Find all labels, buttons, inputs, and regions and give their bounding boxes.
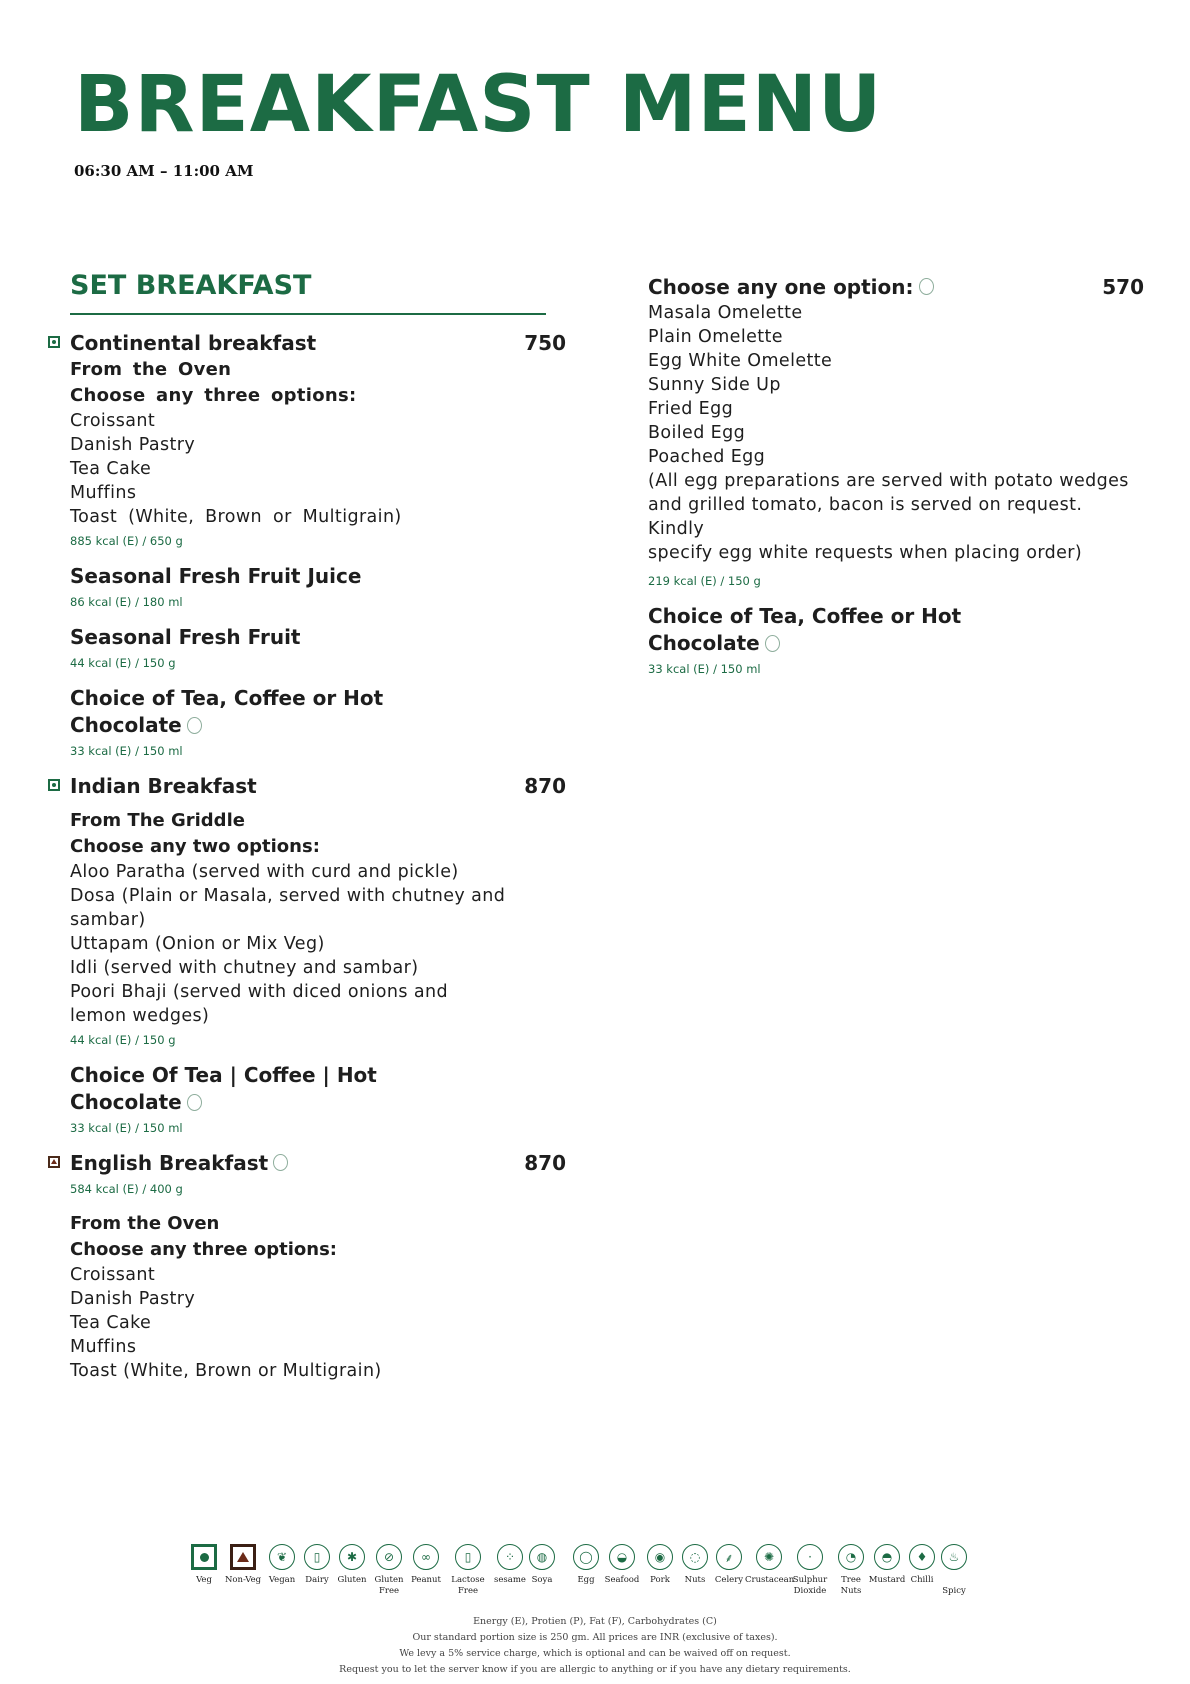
nutrition-info: 44 kcal (E) / 150 g — [70, 1033, 176, 1047]
option-item: Uttapam (Onion or Mix Veg) — [70, 934, 325, 954]
drinks-name-cont — [648, 630, 1138, 657]
option-item: Tea Cake — [70, 459, 152, 479]
option-item: Croissant — [70, 1265, 156, 1285]
dairy-icon — [765, 635, 780, 652]
option-item: Danish Pastry — [70, 435, 196, 455]
legend-label-line: Lactose — [451, 1575, 485, 1585]
pig-icon: ◉ — [647, 1544, 673, 1570]
continental-subheading: From the Oven — [70, 359, 232, 380]
option-item: Aloo Paratha (served with curd and pickle) — [70, 862, 459, 882]
option-item: Toast (White, Brown or Multigrain) — [70, 1361, 382, 1381]
nonveg-marker-icon — [48, 1156, 60, 1168]
legend-label: Mustard — [868, 1575, 906, 1585]
english-choose: Choose any three options: — [70, 1239, 338, 1260]
menu-title: BREAKFAST MENU — [74, 60, 883, 150]
option-item: Tea Cake — [70, 1313, 152, 1333]
egg-note: specify egg white requests when placing order) — [648, 543, 1083, 563]
legend-label: Veg — [196, 1575, 212, 1585]
english-header — [70, 1150, 566, 1177]
vegan-leaf-icon: ❦ — [269, 1544, 295, 1570]
option-item: Poori Bhaji (served with diced onions and — [70, 982, 448, 1002]
egg-icon: ◯ — [573, 1544, 599, 1570]
drinks-name-word: Chocolate — [70, 1090, 182, 1114]
footer-line: Energy (E), Protien (P), Fat (F), Carbohydrates (C) — [473, 1616, 717, 1627]
footer-line: We levy a 5% service charge, which is optional and can be waived off on request. — [399, 1648, 791, 1659]
legend-label: Egg — [577, 1575, 595, 1585]
drinks-name-cont — [70, 1089, 560, 1116]
legend-label: Nuts — [684, 1575, 706, 1585]
nonveg-square-icon — [230, 1544, 256, 1570]
legend-label-line: Spicy — [942, 1586, 966, 1596]
english-subheading: From the Oven — [70, 1213, 220, 1234]
nutrition-info: 33 kcal (E) / 150 ml — [70, 1121, 183, 1135]
drinks-name-word: Chocolate — [648, 631, 760, 655]
english-price: 870 — [524, 1151, 566, 1175]
drinks-name-cont — [70, 712, 560, 739]
egg-icon — [273, 1154, 288, 1171]
egg-options-header — [648, 274, 1144, 301]
veg-marker-icon — [48, 336, 60, 348]
english-name: English Breakfast — [70, 1151, 269, 1175]
spicy-icon: ♨ — [941, 1544, 967, 1570]
legend-label: Crustacean — [745, 1575, 795, 1585]
continental-price: 750 — [524, 331, 566, 355]
dairy-bottle-icon: ▯ — [304, 1544, 330, 1570]
continental-name: Continental breakfast — [70, 331, 317, 355]
legend-label — [444, 1575, 492, 1597]
tree-nut-icon: ◔ — [838, 1544, 864, 1570]
drinks-name-word: Chocolate — [70, 713, 182, 737]
soya-icon: ◍ — [529, 1544, 555, 1570]
legend-label-line: Nuts — [840, 1586, 862, 1596]
legend-label: Non-Veg — [224, 1575, 262, 1585]
chilli-icon: ♦ — [909, 1544, 935, 1570]
legend-label — [930, 1575, 978, 1597]
egg-icon — [919, 278, 934, 295]
footer-line: Our standard portion size is 250 gm. All prices are INR (exclusive of taxes). — [412, 1632, 778, 1643]
allergen-legend — [180, 1544, 1010, 1614]
fruit-name: Seasonal Fresh Fruit — [70, 625, 301, 649]
indian-choose: Choose any two options: — [70, 836, 320, 857]
legend-label-line: Tree — [841, 1575, 861, 1585]
dairy-icon — [187, 717, 202, 734]
indian-header — [70, 773, 566, 800]
service-hours: 06:30 AM – 11:00 AM — [74, 162, 254, 180]
shell-icon: ◒ — [609, 1544, 635, 1570]
wheat-icon: ✱ — [339, 1544, 365, 1570]
dairy-icon — [187, 1094, 202, 1111]
legend-label-line: Free — [457, 1586, 479, 1596]
drinks-name: Choice Of Tea | Coffee | Hot — [70, 1063, 377, 1087]
legend-label-line: Gluten — [374, 1575, 404, 1585]
option-item: Danish Pastry — [70, 1289, 196, 1309]
option-item: lemon wedges) — [70, 1006, 210, 1026]
egg-options-price: 570 — [1102, 275, 1144, 299]
drinks-name: Choice of Tea, Coffee or Hot — [648, 604, 962, 628]
legend-label: Pork — [650, 1575, 670, 1585]
indian-price: 870 — [524, 774, 566, 798]
option-item: Dosa (Plain or Masala, served with chutney and — [70, 886, 506, 906]
legend-label: Soya — [531, 1575, 553, 1585]
nutrition-info: 33 kcal (E) / 150 ml — [648, 662, 761, 676]
section-divider — [70, 313, 546, 315]
egg-note: (All egg preparations are served with potato wedges — [648, 471, 1129, 491]
legend-label: Celery — [714, 1575, 744, 1585]
nutrition-info: 33 kcal (E) / 150 ml — [70, 744, 183, 758]
legend-label: Gluten — [337, 1575, 367, 1585]
continental-header — [70, 330, 566, 357]
option-item: Muffins — [70, 483, 137, 503]
gluten-free-icon: ⊘ — [376, 1544, 402, 1570]
legend-label-line: Sulphur — [792, 1575, 828, 1585]
legend-label: Vegan — [268, 1575, 296, 1585]
legend-label: sesame — [494, 1575, 526, 1585]
option-item: sambar) — [70, 910, 146, 930]
legend-label: Dairy — [305, 1575, 329, 1585]
egg-options-heading: Choose any one option: — [648, 275, 914, 299]
egg-note: and grilled tomato, bacon is served on request. Kindly — [648, 495, 1083, 539]
legend-peanut — [402, 1544, 450, 1586]
option-item: Plain Omelette — [648, 327, 783, 347]
option-item: Croissant — [70, 411, 156, 431]
legend-label: Peanut — [411, 1575, 441, 1585]
indian-subheading: From The Griddle — [70, 810, 245, 831]
veg-marker-icon — [48, 779, 60, 791]
right-column — [648, 274, 1144, 677]
option-item: Boiled Egg — [648, 423, 746, 443]
juice-name: Seasonal Fresh Fruit Juice — [70, 564, 362, 588]
legend-label-line: Free — [378, 1586, 400, 1596]
continental-choose: Choose any three options: — [70, 385, 357, 406]
nutrition-info: 44 kcal (E) / 150 g — [70, 656, 176, 670]
indian-name: Indian Breakfast — [70, 774, 257, 798]
legend-spicy — [930, 1544, 978, 1597]
footer-line: Request you to let the server know if you are allergic to anything or if you have any dietary requirements. — [339, 1664, 851, 1675]
sulphur-icon: · — [797, 1544, 823, 1570]
left-column — [70, 330, 566, 1383]
mustard-icon: ◓ — [874, 1544, 900, 1570]
option-item: Masala Omelette — [648, 303, 803, 323]
legend-soya — [518, 1544, 566, 1586]
drinks-name: Choice of Tea, Coffee or Hot — [70, 686, 384, 710]
veg-square-icon — [191, 1544, 217, 1570]
legend-label: Chilli — [910, 1575, 934, 1585]
option-item: Egg White Omelette — [648, 351, 833, 371]
section-title: SET BREAKFAST — [70, 270, 312, 301]
nutrition-info: 885 kcal (E) / 650 g — [70, 534, 183, 548]
celery-icon: ⸙ — [716, 1544, 742, 1570]
legend-label-line: Dioxide — [793, 1586, 827, 1596]
nut-icon: ◌ — [682, 1544, 708, 1570]
nutrition-info: 86 kcal (E) / 180 ml — [70, 595, 183, 609]
legend-lactose-free — [444, 1544, 492, 1597]
lactose-free-icon: ▯ — [455, 1544, 481, 1570]
option-item: Poached Egg — [648, 447, 766, 467]
legend-label: Seafood — [604, 1575, 640, 1585]
option-item: Sunny Side Up — [648, 375, 781, 395]
option-item: Toast (White, Brown or Multigrain) — [70, 507, 402, 527]
option-item: Idli (served with chutney and sambar) — [70, 958, 419, 978]
footer-notes — [0, 1614, 1190, 1678]
nutrition-info: 219 kcal (E) / 150 g — [648, 574, 761, 588]
nutrition-info: 584 kcal (E) / 400 g — [70, 1182, 183, 1196]
option-item: Muffins — [70, 1337, 137, 1357]
sesame-icon: ⁘ — [497, 1544, 523, 1570]
crab-icon: ✺ — [756, 1544, 782, 1570]
peanut-icon: ∞ — [413, 1544, 439, 1570]
option-item: Fried Egg — [648, 399, 734, 419]
